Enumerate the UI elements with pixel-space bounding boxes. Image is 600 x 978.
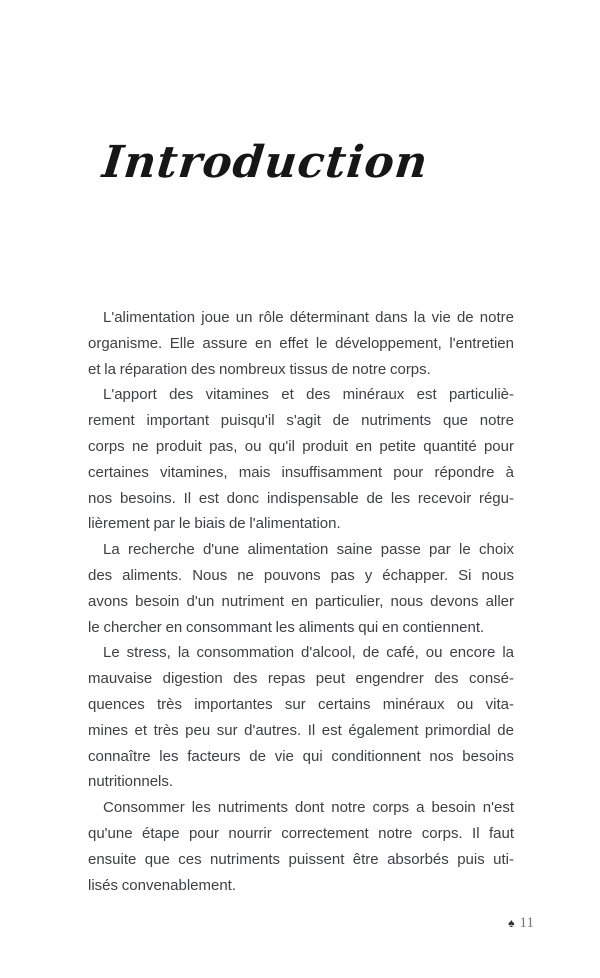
text-line: mauvaise digestion des repas peut engendrer des consé- — [88, 670, 514, 688]
paragraph — [88, 382, 514, 537]
text-line: organisme. Elle assure en effet le développement, l'entretien — [88, 334, 514, 352]
text-line: avons besoin d'un nutriment en particulier, nous devons aller — [88, 592, 514, 610]
text-line: Le stress, la consommation d'alcool, de café, ou encore la — [103, 644, 514, 662]
text-line: nos besoins. Il est donc indispensable de les recevoir régu- — [88, 489, 514, 507]
chapter-title: Introduction — [99, 137, 431, 189]
text-line: lisés convenablement. — [88, 876, 237, 894]
text-line: connaître les facteurs de vie qui conditionnent nos besoins — [88, 747, 514, 765]
text-line: et la réparation des nombreux tissus de notre corps. — [88, 360, 431, 378]
text-line: rement important puisqu'il s'agit de nutriments que notre — [88, 412, 514, 430]
text-line: corps ne produit pas, ou qu'il produit en petite quantité pour — [88, 437, 514, 455]
paragraph — [88, 640, 514, 795]
body-text — [88, 305, 514, 898]
paragraph — [88, 305, 514, 382]
page-footer — [508, 916, 534, 931]
text-line: mines et très peu sur d'autres. Il est également primordial de — [88, 721, 514, 739]
spade-icon: ♠ — [508, 916, 515, 930]
text-line: quences très importantes sur certains minéraux ou vita- — [88, 695, 514, 713]
text-line: ensuite que ces nutriments puissent être absorbés puis uti- — [88, 850, 514, 868]
page-number: 11 — [519, 915, 534, 931]
text-line: qu'une étape pour nourrir correctement notre corps. Il faut — [88, 824, 514, 842]
text-line: Consommer les nutriments dont notre corps a besoin n'est — [103, 799, 514, 817]
paragraph — [88, 537, 514, 640]
text-line: L'alimentation joue un rôle déterminant dans la vie de notre — [103, 309, 514, 326]
text-line: lièrement par le biais de l'alimentation. — [88, 515, 341, 533]
text-line: le chercher en consommant les aliments qui en contiennent. — [88, 618, 485, 636]
text-line: des aliments. Nous ne pouvons pas y échapper. Si nous — [88, 566, 514, 584]
text-line: nutritionnels. — [88, 773, 174, 791]
text-line: certaines vitamines, mais insuffisamment pour répondre à — [88, 463, 514, 481]
paragraph — [88, 795, 514, 898]
text-line: L'apport des vitamines et des minéraux est particuliè- — [103, 386, 514, 404]
text-line: La recherche d'une alimentation saine passe par le choix — [103, 541, 514, 559]
